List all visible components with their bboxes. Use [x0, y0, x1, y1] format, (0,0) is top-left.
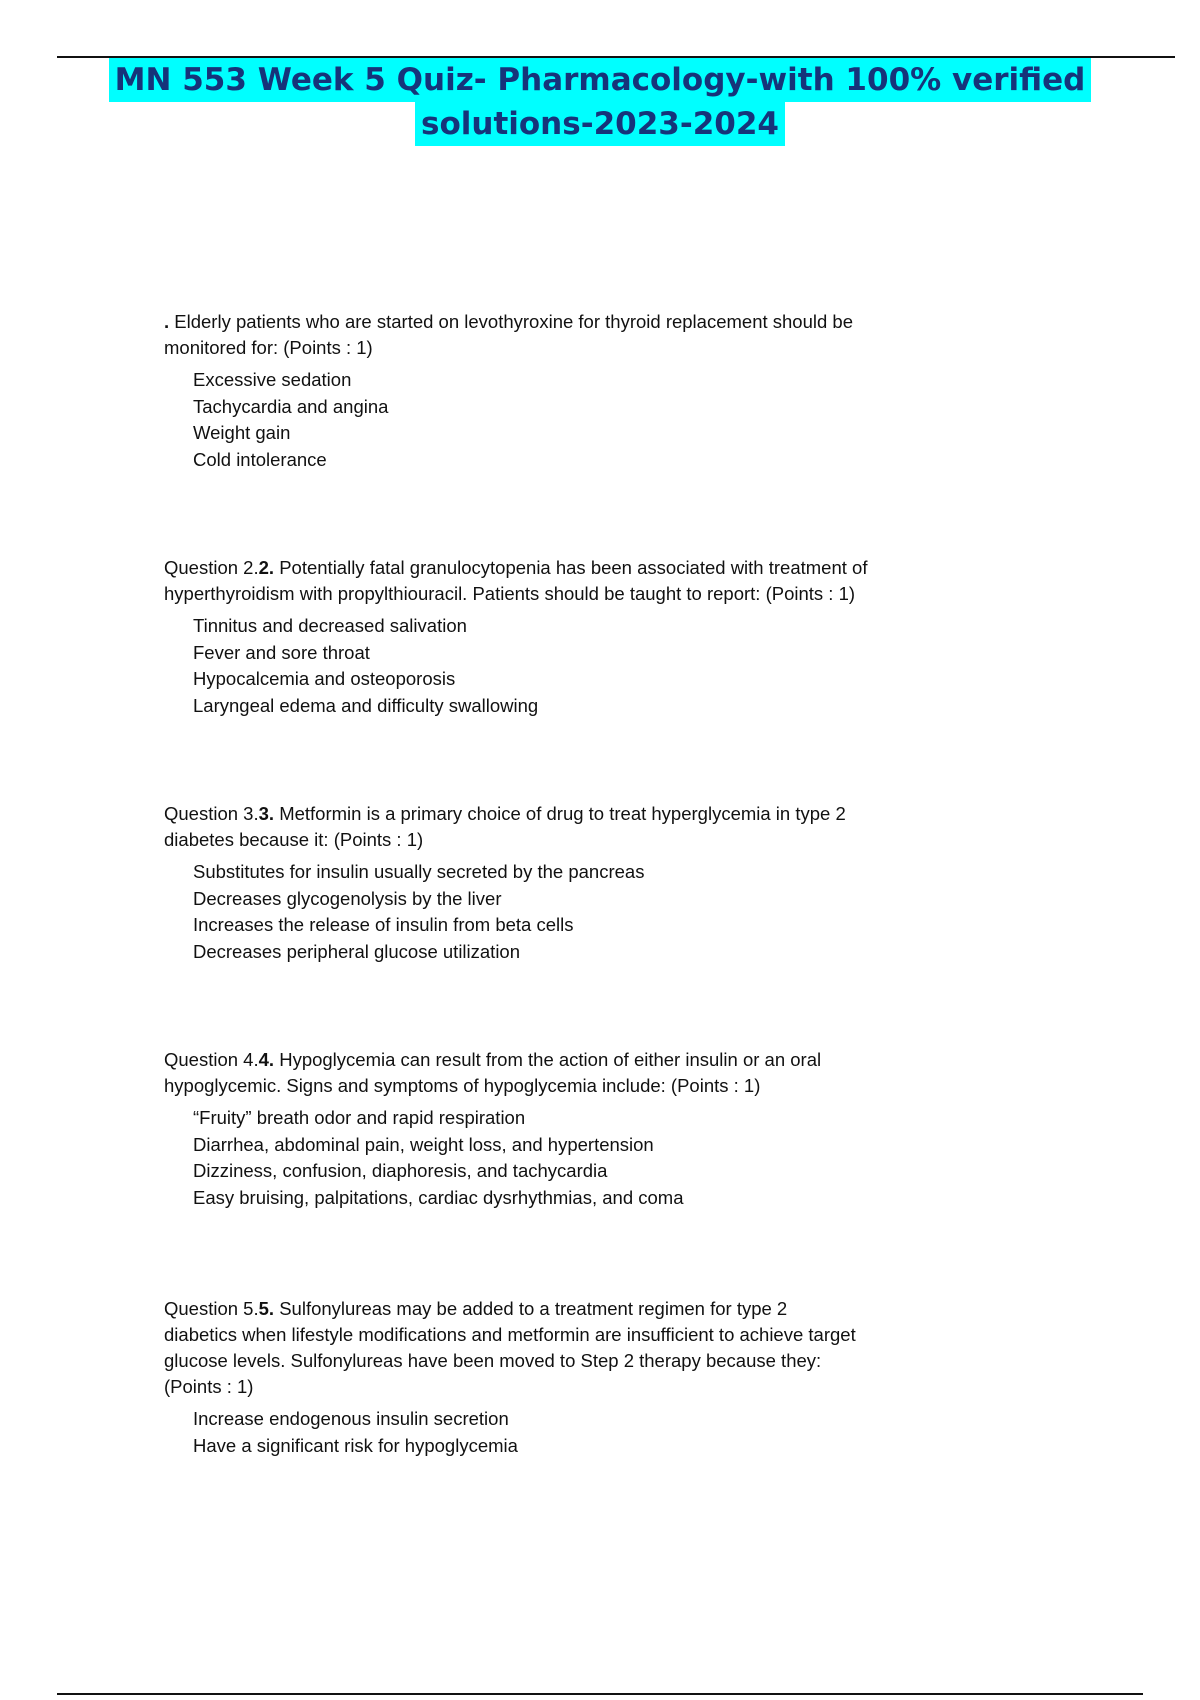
answer-option[interactable]: Tinnitus and decreased salivation: [193, 615, 467, 636]
title-line-2: solutions-2023-2024: [415, 102, 785, 146]
answer-option[interactable]: Hypocalcemia and osteoporosis: [193, 668, 456, 689]
question-prefix: Question 4.: [164, 1049, 259, 1070]
answer-options: [164, 367, 964, 473]
question-1: [164, 309, 964, 473]
answer-option[interactable]: Easy bruising, palpitations, cardiac dysrhythmias, and coma: [193, 1186, 684, 1208]
question-text: [164, 555, 944, 607]
question-4: [164, 1047, 964, 1211]
answer-option[interactable]: Decreases peripheral glucose utilization: [193, 940, 521, 962]
question-body: Elderly patients who are started on levothyroxine for thyroid replacement should be monitored for: (Points : 1): [164, 311, 853, 358]
answer-option[interactable]: Tachycardia and angina: [193, 395, 389, 417]
question-text: [164, 1047, 904, 1099]
question-body: Sulfonylureas may be added to a treatment regimen for type 2 diabetics when lifestyle modifications and metformin are insufficient to achieve target glucose levels. Sulfonylureas have been moved to Step 2 therapy because they: (Points : 1): [164, 1298, 856, 1397]
answer-options: [164, 1105, 964, 1211]
question-2: [164, 555, 964, 719]
answer-option[interactable]: Increase endogenous insulin secretion: [193, 1408, 509, 1429]
question-body: Potentially fatal granulocytopenia has been associated with treatment of hyperthyroidism with propylthiouracil. Patients should be taught to report: (Points : 1): [164, 557, 868, 604]
question-text: [164, 309, 924, 361]
title-line-1: MN 553 Week 5 Quiz- Pharmacology-with 100% verified: [109, 58, 1092, 102]
question-prefix: Question 2.: [164, 557, 259, 578]
question-text: [164, 1296, 859, 1400]
answer-option[interactable]: Weight gain: [193, 422, 291, 443]
answer-option[interactable]: Cold intolerance: [193, 448, 327, 470]
answer-option[interactable]: Substitutes for insulin usually secreted by the pancreas: [193, 861, 645, 882]
question-body: Hypoglycemia can result from the action of either insulin or an oral hypoglycemic. Signs and symptoms of hypoglycemia include: (Points : 1): [164, 1049, 822, 1096]
question-prefix: Question 3.: [164, 803, 259, 824]
answer-option[interactable]: Decreases glycogenolysis by the liver: [193, 887, 502, 909]
question-5: [164, 1296, 964, 1459]
question-text: [164, 801, 919, 853]
answer-option[interactable]: Excessive sedation: [193, 369, 352, 390]
question-prefix: Question 5.: [164, 1298, 259, 1319]
answer-option[interactable]: Increases the release of insulin from beta cells: [193, 914, 574, 935]
answer-options: [164, 859, 964, 965]
answer-option[interactable]: Dizziness, confusion, diaphoresis, and tachycardia: [193, 1160, 608, 1181]
answer-options: [164, 613, 964, 719]
answer-option[interactable]: Have a significant risk for hypoglycemia: [193, 1434, 518, 1456]
question-number: 5.: [258, 1298, 275, 1319]
question-body: Metformin is a primary choice of drug to treat hyperglycemia in type 2 diabetes because it: (Points : 1): [164, 803, 846, 850]
answer-option[interactable]: “Fruity” breath odor and rapid respiration: [193, 1107, 526, 1128]
question-3: [164, 801, 964, 965]
document-title: [0, 58, 1200, 146]
answer-option[interactable]: Diarrhea, abdominal pain, weight loss, and hypertension: [193, 1133, 654, 1155]
bottom-rule: [57, 1693, 1143, 1695]
answer-options: [164, 1406, 964, 1459]
question-number: 4.: [258, 1049, 275, 1070]
answer-option[interactable]: Laryngeal edema and difficulty swallowing: [193, 694, 539, 716]
question-number: 3.: [258, 803, 275, 824]
answer-option[interactable]: Fever and sore throat: [193, 641, 370, 663]
question-number: 2.: [258, 557, 275, 578]
question-number: .: [164, 311, 170, 332]
